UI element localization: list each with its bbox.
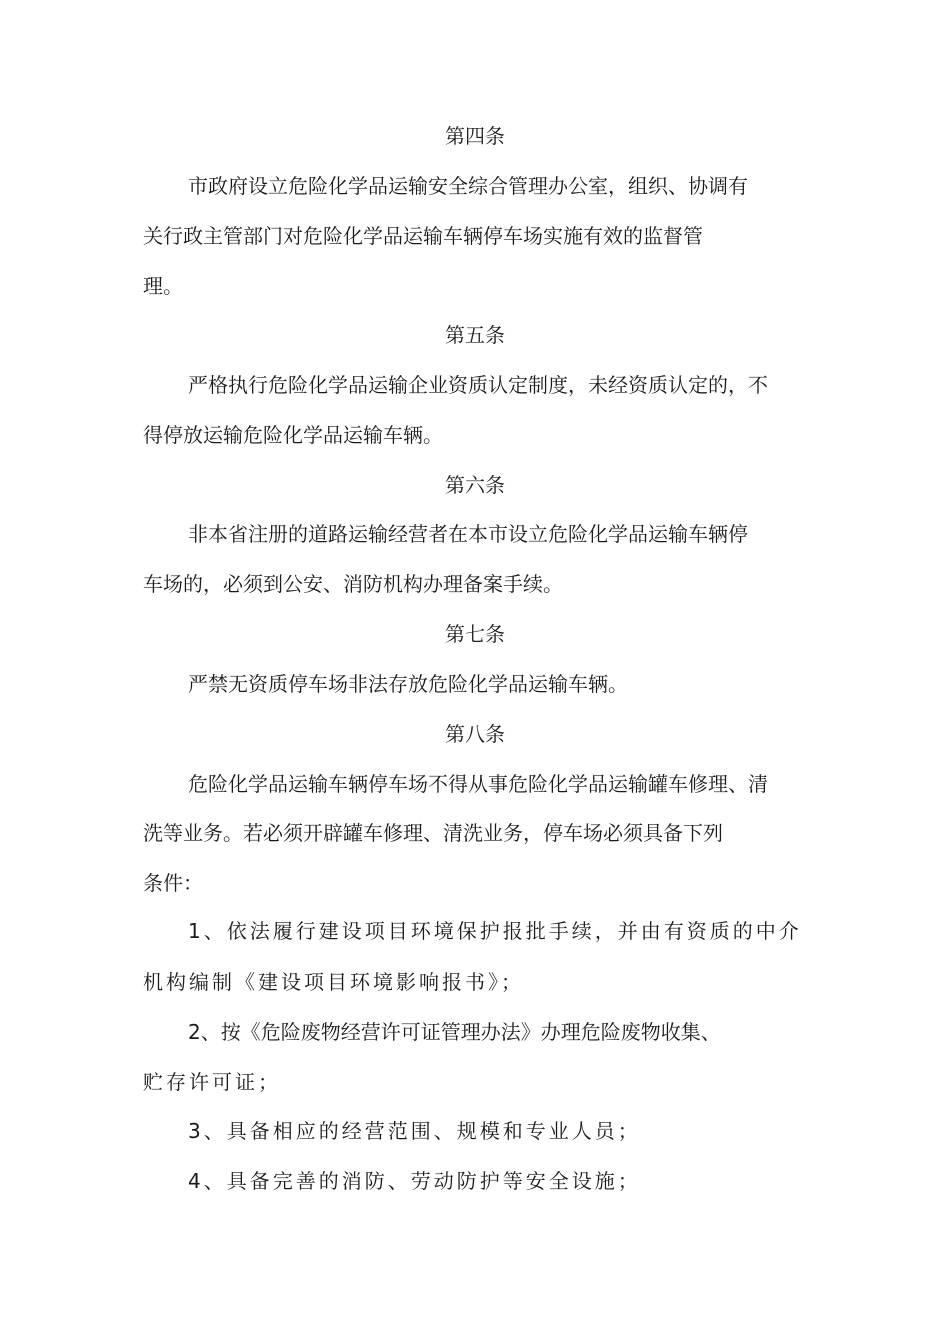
article-7-line-1: 严禁无资质停车场非法存放危险化学品运输车辆。	[188, 672, 628, 696]
article-heading-7: 第七条	[445, 622, 505, 646]
article-6-line-2: 车场的，必须到公安、消防机构办理备案手续。	[143, 572, 563, 596]
article-5-line-1: 严格执行危险化学品运输企业资质认定制度，未经资质认定的，不	[188, 373, 768, 397]
article-heading-8: 第八条	[445, 722, 505, 746]
article-5-line-2: 得停放运输危险化学品运输车辆。	[143, 423, 443, 447]
condition-1-line-2: 机构编制《建设项目环境影响报书》；	[143, 970, 524, 994]
article-6-line-1: 非本省注册的道路运输经营者在本市设立危险化学品运输车辆停	[188, 522, 748, 546]
article-heading-4: 第四条	[445, 124, 505, 148]
article-heading-5: 第五条	[445, 323, 505, 347]
article-4-line-2: 关行政主管部门对危险化学品运输车辆停车场实施有效的监督管	[143, 224, 703, 248]
article-8-line-3: 条件：	[143, 871, 203, 895]
condition-2-line-2: 贮存许可证；	[143, 1070, 281, 1094]
article-8-line-1: 危险化学品运输车辆停车场不得从事危险化学品运输罐车修理、清	[188, 772, 768, 796]
article-heading-6: 第六条	[445, 473, 505, 497]
article-4-line-3: 理。	[143, 274, 183, 298]
article-8-line-2: 洗等业务。若必须开辟罐车修理、清洗业务，停车场必须具备下列	[143, 821, 723, 845]
condition-4-line-1: 4、具备完善的消防、劳动防护等安全设施；	[188, 1169, 641, 1193]
condition-3-line-1: 3、具备相应的经营范围、规模和专业人员；	[188, 1119, 641, 1143]
condition-2-line-1: 2、按《危险废物经营许可证管理办法》办理危险废物收集、	[188, 1020, 721, 1044]
article-4-line-1: 市政府设立危险化学品运输安全综合管理办公室，组织、协调有	[188, 174, 748, 198]
condition-1-line-1: 1、依法履行建设项目环境保护报批手续，并由有资质的中介	[188, 919, 802, 943]
